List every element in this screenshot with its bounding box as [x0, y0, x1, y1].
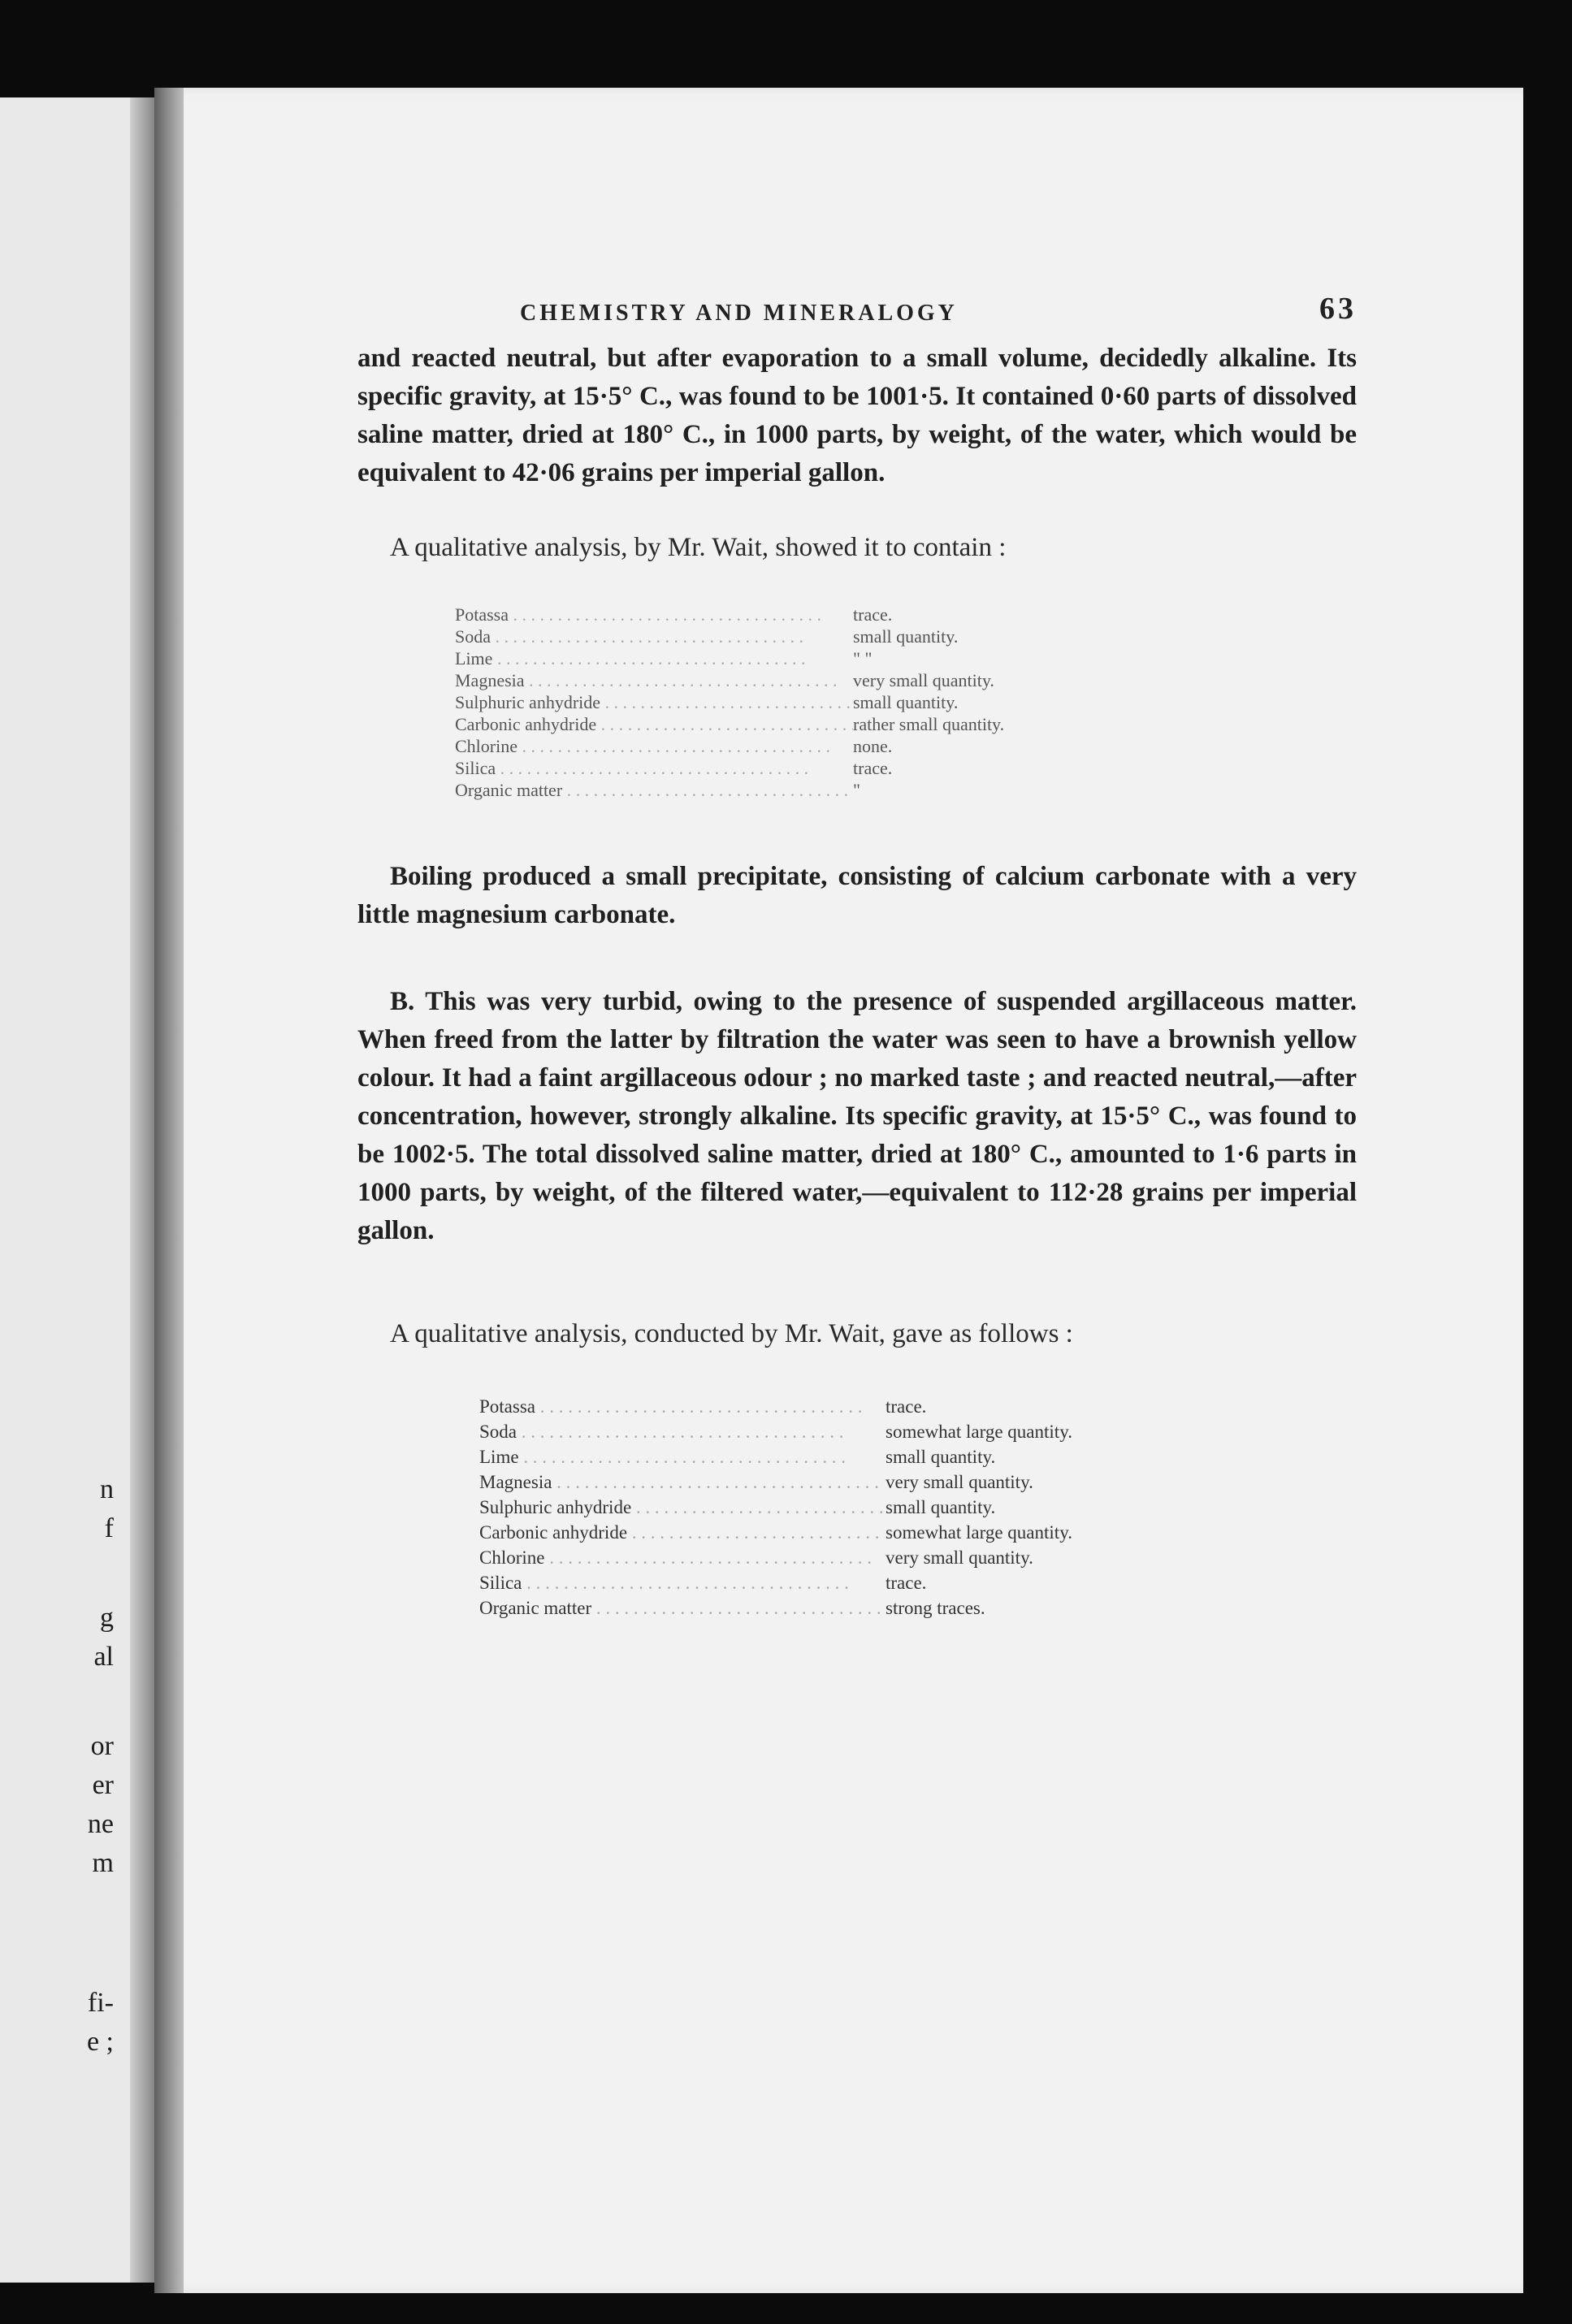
constituent-name: Magnesia . . .	[455, 669, 853, 691]
analysis-table-1	[455, 604, 1121, 801]
table-row	[479, 1469, 1210, 1495]
table-row	[479, 1570, 1210, 1595]
constituent-value: small quantity.	[853, 626, 959, 647]
page-number: 63	[1319, 292, 1357, 326]
constituent-value: trace.	[853, 758, 893, 778]
constituent-value: small quantity.	[886, 1447, 996, 1467]
fragment: m	[92, 1848, 114, 1878]
constituent-value: very small quantity.	[886, 1472, 1033, 1492]
page-spine-shadow	[154, 88, 184, 2293]
table-row	[455, 669, 1121, 691]
constituent-value: somewhat large quantity.	[886, 1422, 1072, 1442]
table-row	[455, 713, 1121, 735]
constituent-name: Silica . . .	[479, 1570, 886, 1595]
paragraph-3: Boiling produced a small precipitate, consisting of calcium carbonate with a very little magnesium carbonate.	[357, 862, 1357, 929]
left-page	[0, 97, 158, 2283]
constituent-name: Lime . . .	[455, 647, 853, 669]
table-row	[455, 691, 1121, 713]
constituent-name: Carbonic anhydride . . .	[479, 1520, 886, 1545]
constituent-name: Potassa . . .	[479, 1394, 886, 1419]
constituent-value: " "	[853, 648, 873, 669]
table-row	[479, 1545, 1210, 1570]
page-content	[357, 291, 1357, 1621]
constituent-value: very small quantity.	[886, 1547, 1033, 1568]
table-row	[479, 1419, 1210, 1444]
constituent-value: "	[853, 780, 860, 800]
book-page	[154, 88, 1523, 2293]
constituent-value: strong traces.	[886, 1598, 985, 1618]
table-row	[479, 1595, 1210, 1621]
fragment: g	[100, 1603, 114, 1633]
constituent-value: small quantity.	[853, 692, 959, 712]
left-page-text-fragments	[87, 1470, 114, 2062]
fragment: ne	[87, 1809, 114, 1839]
fragment: or	[90, 1731, 114, 1761]
table-row	[479, 1520, 1210, 1545]
constituent-name: Sulphuric anhydride . . .	[479, 1495, 886, 1520]
constituent-name: Sulphuric anhydride . . .	[455, 691, 853, 713]
fragment: er	[92, 1770, 114, 1800]
table-row	[455, 779, 1121, 801]
constituent-name: Organic matter . . .	[455, 779, 853, 801]
fragment: f	[104, 1513, 114, 1543]
analysis-table-2	[479, 1394, 1210, 1621]
constituent-value: very small quantity.	[853, 670, 994, 690]
table-row	[455, 735, 1121, 757]
constituent-name: Carbonic anhydride . . .	[455, 713, 853, 735]
constituent-name: Organic matter . . .	[479, 1595, 886, 1621]
running-head	[357, 291, 1357, 340]
fragment: al	[93, 1642, 114, 1672]
running-title: CHEMISTRY AND MINERALOGY	[520, 301, 958, 326]
constituent-name: Soda . . .	[479, 1419, 886, 1444]
constituent-value: trace.	[853, 604, 893, 625]
paragraph-1: and reacted neutral, but after evaporation to a small volume, decidedly alkaline. Its specific gravity, at 15·5° C., was found to be 1001·5. It contained 0·60 parts of dissolved saline matter, dried at 180° C., in 1000 parts, by weight, of the water, which would be equivalent to 42·06 grains per imperial gallon.	[357, 344, 1357, 487]
table-row	[455, 604, 1121, 625]
table-row	[479, 1444, 1210, 1469]
constituent-name: Silica . . .	[455, 757, 853, 779]
paragraph-5: A qualitative analysis, conducted by Mr. Wait, gave as follows :	[390, 1319, 1073, 1348]
constituent-value: small quantity.	[886, 1497, 996, 1517]
table-row	[479, 1394, 1210, 1419]
paragraph-2: A qualitative analysis, by Mr. Wait, showed it to contain :	[390, 533, 1007, 562]
paragraph-4: B. This was very turbid, owing to the presence of suspended argillaceous matter. When freed from the latter by filtration the water was seen to have a brownish yellow colour. It had a faint argillaceous odour ; no marked taste ; and reacted neutral,—after concentration, however, strongly alkaline. Its specific gravity, at 15·5° C., was found to be 1002·5. The total dissolved saline matter, dried at 180° C., amounted to 1·6 parts in 1000 parts, by weight, of the filtered water,—equivalent to 112·28 grains per imperial gallon.	[357, 987, 1357, 1245]
fragment: fi-	[87, 1988, 114, 2018]
constituent-value: somewhat large quantity.	[886, 1522, 1072, 1543]
table-row	[455, 757, 1121, 779]
table-row	[455, 647, 1121, 669]
constituent-name: Soda . . .	[455, 625, 853, 647]
constituent-value: trace.	[886, 1573, 927, 1593]
table-row	[479, 1495, 1210, 1520]
constituent-name: Magnesia . . .	[479, 1469, 886, 1495]
fragment: e ;	[86, 2027, 114, 2057]
constituent-value: rather small quantity.	[853, 714, 1005, 734]
constituent-name: Lime . . .	[479, 1444, 886, 1469]
fragment: n	[100, 1474, 114, 1504]
constituent-name: Potassa . . .	[455, 604, 853, 625]
constituent-value: trace.	[886, 1396, 927, 1417]
constituent-value: none.	[853, 736, 893, 756]
table-row	[455, 625, 1121, 647]
constituent-name: Chlorine . . .	[455, 735, 853, 757]
constituent-name: Chlorine . . .	[479, 1545, 886, 1570]
